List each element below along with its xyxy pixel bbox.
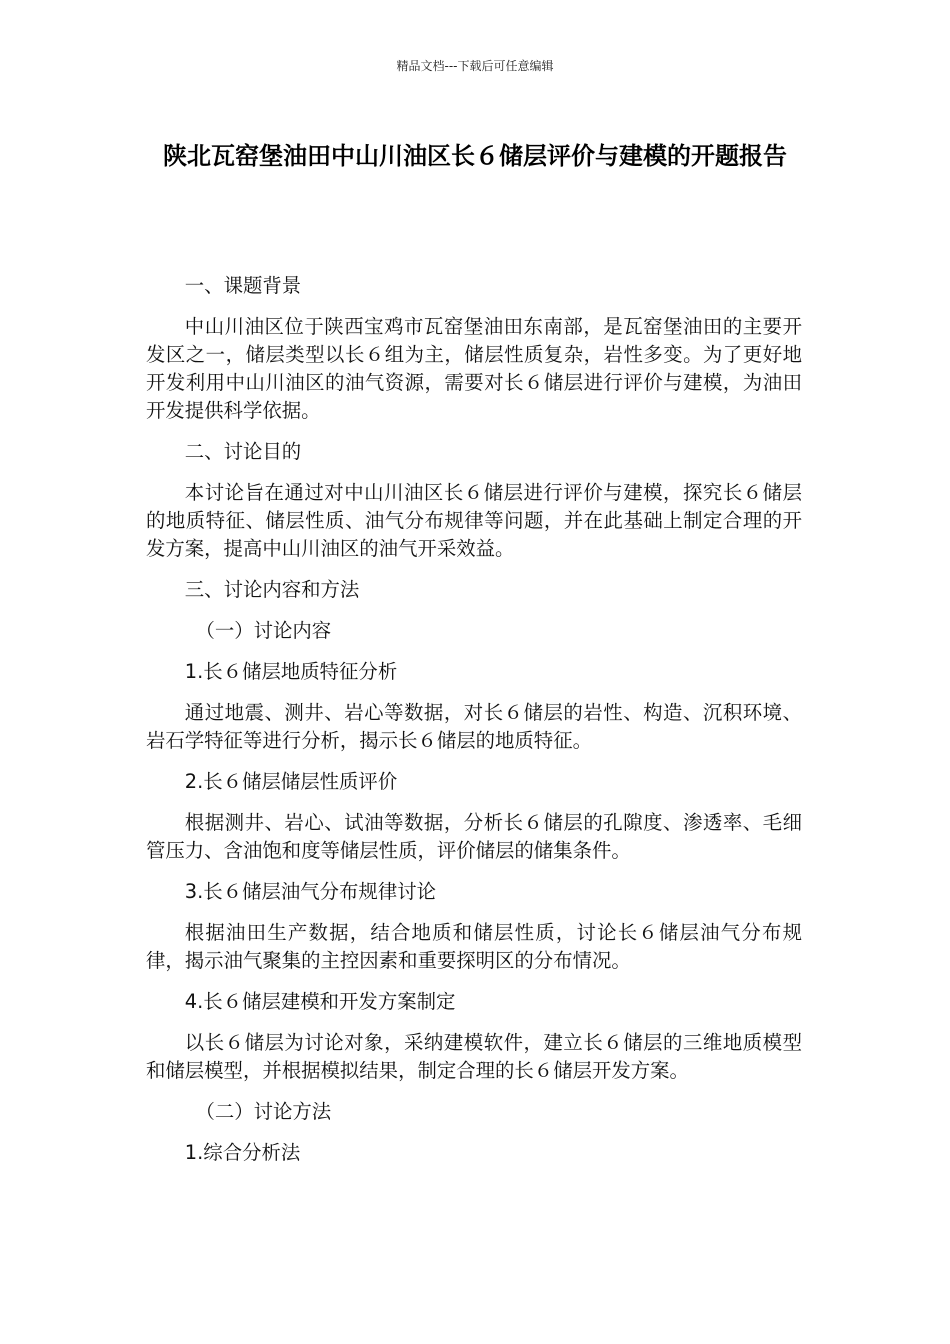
item-heading-comprehensive-analysis: 1.综合分析法 — [184, 1141, 301, 1164]
paragraph-modeling: 以长６储层为讨论对象，采纳建模软件，建立长６储层的三维地质模型和储层模型，并根据模拟结果，制定合理的长６储层开发方案。 — [146, 1031, 802, 1082]
paragraph-distribution: 根据油田生产数据，结合地质和储层性质，讨论长６储层油气分布规律，揭示油气聚集的主控因素和重要探明区的分布情况。 — [146, 921, 802, 972]
page-header: 精品文档---下载后可任意编辑 — [396, 59, 554, 73]
item-heading-reservoir-properties: 2.长６储层储层性质评价 — [184, 770, 398, 793]
document-title: 陕北瓦窑堡油田中山川油区长６储层评价与建模的开题报告 — [163, 142, 787, 170]
section-heading-content-methods: 三、讨论内容和方法 — [184, 578, 360, 601]
paragraph-geology: 通过地震、测井、岩心等数据，对长６储层的岩性、构造、沉积环境、岩石学特征等进行分析，揭示长６储层的地质特征。 — [146, 701, 802, 752]
subsection-heading-content: （一）讨论内容 — [195, 619, 332, 642]
paragraph-purpose: 本讨论旨在通过对中山川油区长６储层进行评价与建模，探究长６储层的地质特征、储层性质、油气分布规律等问题，并在此基础上制定合理的开发方案，提高中山川油区的油气开采效益。 — [146, 481, 802, 560]
paragraph-background: 中山川油区位于陕西宝鸡市瓦窑堡油田东南部，是瓦窑堡油田的主要开发区之一，储层类型以长６组为主，储层性质复杂，岩性多变。为了更好地开发利用中山川油区的油气资源，需要对长６储层进行评价与建模，为油田开发提供科学依据。 — [146, 315, 802, 422]
paragraph-reservoir-properties: 根据测井、岩心、试油等数据，分析长６储层的孔隙度、渗透率、毛细管压力、含油饱和度等储层性质，评价储层的储集条件。 — [146, 811, 802, 862]
document-body — [146, 272, 802, 1180]
item-heading-distribution: 3.长６储层油气分布规律讨论 — [184, 880, 436, 903]
subsection-heading-methods: （二）讨论方法 — [195, 1100, 332, 1123]
section-heading-background: 一、课题背景 — [184, 274, 302, 297]
item-heading-geology: 1.长６储层地质特征分析 — [184, 660, 398, 683]
item-heading-modeling: 4.长６储层建模和开发方案制定 — [184, 990, 456, 1013]
section-heading-purpose: 二、讨论目的 — [184, 440, 302, 463]
